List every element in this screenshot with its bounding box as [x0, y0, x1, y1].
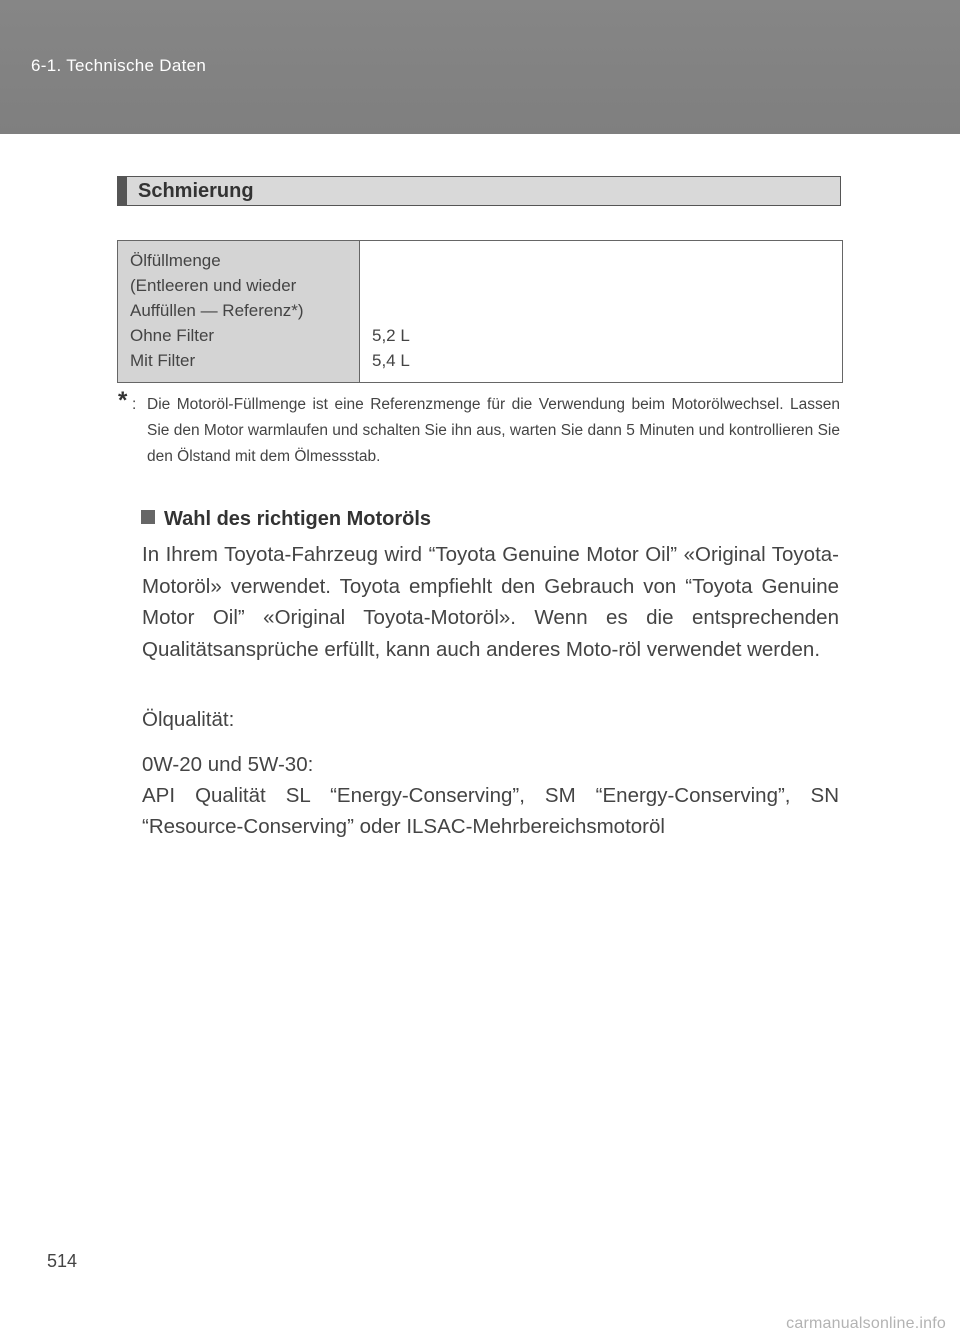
- api-quality-text: API Qualität SL “Energy-Conserving”, SM “Energy-Conserving”, SN “Resource-Conserving” oder ILSAC-Mehrbereichsmotoröl: [142, 784, 839, 838]
- page-number: 514: [47, 1251, 78, 1271]
- table-row: [118, 241, 843, 383]
- oil-capacity-table: [117, 240, 843, 383]
- section-title-marker: [118, 177, 127, 205]
- header-band: [0, 0, 960, 134]
- footnote-text: Die Motoröl-Füllmenge ist eine Referenzmenge für die Verwendung beim Motorölwechsel. Lassen Sie den Motor warmlaufen und schalten Sie ihn aus, warten Sie dann 5 Minuten und kontrollieren Sie den Ölstand mit dem Ölmessstab.: [147, 396, 840, 465]
- footnote: [118, 387, 840, 470]
- square-bullet-icon: [141, 510, 155, 524]
- section-title: Schmierung: [138, 180, 254, 202]
- table-value-cell: [360, 241, 843, 383]
- watermark: carmanualsonline.info: [786, 1315, 946, 1332]
- oil-paragraph: In Ihrem Toyota-Fahrzeug wird “Toyota Genuine Motor Oil” «Original Toyota-Motoröl» verwendet. Toyota empfiehlt den Gebrauch von “Toyota Genuine Motor Oil” «Original Toyota-Motoröl». Wenn es die entsprechenden Qualitätsansprüche erfüllt, kann auch anderes Moto-röl verwendet werden.: [142, 543, 839, 661]
- section-breadcrumb: 6-1. Technische Daten: [31, 56, 207, 75]
- subheading-text: Wahl des richtigen Motoröls: [164, 508, 432, 530]
- oil-grade: 0W-20 und 5W-30:: [142, 753, 314, 776]
- footnote-colon: :: [132, 396, 137, 413]
- label-line: Mit Filter: [130, 351, 196, 370]
- oil-quality-label: Ölqualität:: [142, 708, 235, 731]
- value-with-filter: 5,4 L: [372, 351, 410, 370]
- footnote-marker: *: [118, 387, 128, 414]
- section-title-box: [117, 176, 841, 206]
- table-label-cell: [118, 241, 360, 383]
- label-line: (Entleeren und wieder: [130, 276, 297, 295]
- value-without-filter: 5,2 L: [372, 326, 410, 345]
- subheading: [141, 508, 431, 531]
- label-line: Ohne Filter: [130, 326, 215, 345]
- label-line: Ölfüllmenge: [130, 251, 221, 270]
- label-line: Auffüllen — Referenz*): [130, 301, 304, 320]
